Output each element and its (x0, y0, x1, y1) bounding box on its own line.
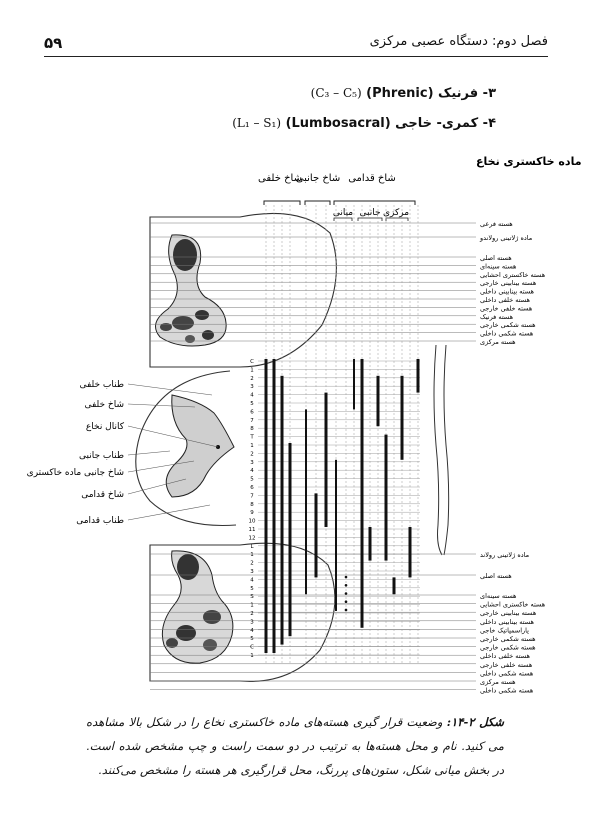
nucleus-label: هسته مرکزی (480, 678, 516, 686)
nucleus-label: هسته خلفی داخلی (480, 652, 530, 661)
segment-label: 6 (250, 485, 254, 491)
nucleus-label: هسته شکمی خارجی (480, 321, 536, 330)
nucleus-dot (345, 600, 348, 603)
segment-label: 1 (250, 367, 254, 374)
segment-label: 8 (250, 426, 254, 433)
segment-label: T (250, 434, 254, 441)
nucleus-label: هسته شکمی داخلی (480, 686, 534, 695)
segment-label: 2 (250, 375, 254, 382)
bracket-central (386, 218, 408, 221)
segment-label: 2 (250, 611, 254, 617)
segment-label: 1 (250, 552, 254, 559)
nucleus-column-bar (417, 359, 420, 393)
nucleus-label: هسته شکمی داخلی (480, 329, 534, 338)
nucleus-label: هسته خلفی خارجی (480, 660, 533, 669)
cross-section-middle (136, 371, 236, 526)
figure-title: ماده خاکستری نخاع (476, 155, 582, 168)
nucleus-label: هسته خلفی خارجی (480, 304, 533, 313)
region-label: شاخ جانبی ماده خاکستری (26, 468, 124, 478)
item-range: (L₁ – S₁) (232, 116, 282, 130)
subgroup-central: مرکزی (382, 208, 410, 218)
segment-label: 4 (250, 627, 254, 634)
list-item-phrenic (311, 86, 496, 101)
nucleus-label: هسته بینابینی خارجی (480, 609, 537, 618)
region-label: طناب قدامی (76, 516, 124, 526)
caption-label: شکل ۲-۱۴: (446, 715, 504, 729)
subgroup-lateral: جانبی (359, 208, 381, 218)
segment-label: S (250, 594, 254, 601)
segment-label: 4 (250, 468, 254, 475)
nucleus-dot (345, 576, 348, 579)
page-number: ۵۹ (44, 34, 63, 52)
segment-label: 2 (250, 451, 254, 458)
group-label-anterior-horn: شاخ قدامی (348, 173, 396, 184)
nucleus-label: هسته اصلی (480, 254, 512, 262)
nucleus-column-bar (305, 409, 307, 594)
nucleus-column-bar (289, 443, 292, 636)
nucleus-column-bar (281, 376, 284, 645)
region-label: کانال نخاع (85, 422, 124, 432)
nucleus-dot (345, 584, 348, 587)
nucleus-column-bar (393, 577, 396, 594)
region-label: طناب جانبی (79, 451, 124, 461)
nucleus-column-bar (377, 376, 380, 426)
segment-label: 9 (250, 510, 254, 517)
segment-label: 1 (250, 653, 254, 659)
spinal-cord-sketch (434, 345, 449, 555)
nucleus-column-bar (265, 359, 268, 653)
nucleus-dot (345, 592, 348, 595)
region-label: طناب خلفی (79, 380, 124, 390)
segment-label: 3 (250, 569, 254, 575)
nucleus-column-bar (369, 527, 372, 561)
nucleus-label: هسته خاکستری احشایی (480, 270, 546, 279)
segment-label: 5 (250, 585, 254, 592)
segment-label: C (250, 359, 254, 365)
nucleus-label: هسته شکمی خارجی (480, 635, 536, 643)
group-label-lateral-horn: شاخ جانبی (295, 173, 341, 184)
item-label: ۳- فرنیک (Phrenic) (366, 86, 496, 101)
nucleus-label: هسته اصلی (480, 572, 512, 580)
nucleus-column-bar (385, 435, 388, 561)
segment-label: 5 (250, 636, 254, 643)
nucleus-label: هسته بینابینی داخلی (480, 287, 534, 296)
nucleus-label: هسته سینه‌ای (480, 262, 517, 271)
nucleus-label: هسته خاکستری احشایی (480, 600, 546, 609)
segment-label: 5 (250, 476, 254, 483)
nucleus-column-bar (361, 359, 364, 628)
subgroup-medial: میانی (332, 208, 354, 218)
nucleus-column-bar (401, 376, 404, 460)
bracket-anterior-horn (334, 201, 415, 205)
nucleus-label: پاراسمپاتیک خاجی (480, 626, 529, 635)
region-label: شاخ خلفی (84, 400, 124, 410)
nucleus-column-bar (315, 493, 318, 577)
nucleus-label: هسته بینابینی داخلی (480, 617, 534, 626)
nucleus-label: هسته خلفی داخلی (480, 296, 530, 304)
bracket-medial (334, 218, 352, 221)
segment-label: 2 (250, 560, 254, 567)
segment-label: 7 (250, 417, 254, 424)
segment-label: 8 (250, 501, 254, 508)
segment-label: C (250, 644, 254, 651)
segment-label: 4 (250, 577, 254, 584)
nucleus-label: هسته بینابینی خارجی (480, 279, 537, 288)
segment-label: 3 (250, 384, 254, 391)
leader-line (128, 384, 212, 395)
nucleus-column-bar (325, 393, 328, 527)
nucleus-label: هسته مرکزی (480, 338, 516, 346)
item-label: ۴- کمری- خاجی (Lumbosacral) (285, 116, 496, 131)
segment-label: L (250, 543, 254, 550)
segment-label: 10 (248, 518, 256, 525)
group-label-posterior-horn: شاخ خلفی (258, 173, 302, 184)
bracket-posterior-horn (264, 201, 300, 205)
segment-label: 12 (248, 535, 256, 542)
segment-label: 4 (250, 392, 254, 399)
nucleus-column-bar (353, 359, 355, 409)
bracket-lateral-horn (305, 201, 330, 205)
region-label: شاخ قدامی (81, 490, 124, 500)
nucleus-label: هسته فرنیک (480, 312, 514, 321)
segment-label: 11 (248, 527, 256, 533)
item-range: (C₃ – C₅) (310, 86, 362, 100)
cross-section-top (150, 213, 336, 367)
caption-text: وضعیت قرار گیری هسته‌های ماده خاکستری نخاع را در شکل بالا مشاهده می کنید. نام و محل هسته‌ها به ترتیب در دو سمت راست و چپ مشخص شده است. در بخش میانی شکل، ستون‌های پررنگ، محل قرارگیری هر هسته را مشخص می‌کنند. (86, 715, 504, 777)
segment-label: 3 (250, 619, 254, 626)
segment-label: 3 (250, 459, 254, 466)
page-header (44, 30, 548, 57)
nucleus-label: هسته شکمی داخلی (480, 669, 534, 678)
nucleus-column-bar (335, 460, 337, 611)
leader-line (128, 451, 170, 455)
nucleus-dot (345, 609, 348, 612)
nucleus-label: هسته شکمی خارجی (480, 643, 536, 652)
nucleus-label: هسته فرعی (480, 220, 513, 228)
segment-label: 7 (250, 493, 254, 500)
figure-caption (86, 710, 504, 782)
spinal-gray-matter-figure (0, 145, 592, 705)
leader-line (128, 505, 210, 520)
segment-label: 6 (250, 409, 254, 416)
list-item-lumbosacral (232, 116, 496, 131)
segment-label: 1 (250, 443, 254, 449)
nucleus-column-bar (273, 359, 276, 653)
nucleus-label: ماده ژلاتینی رولاندو (480, 234, 533, 242)
running-head: فصل دوم: دستگاه عصبی مرکزی (369, 34, 548, 49)
segment-label: 1 (250, 602, 254, 609)
nucleus-label: ماده ژلاتینی رولاند (480, 551, 530, 559)
segment-label: 5 (250, 401, 254, 407)
nucleus-column-bar (409, 527, 412, 577)
nucleus-label: هسته سینه‌ای (480, 592, 517, 600)
